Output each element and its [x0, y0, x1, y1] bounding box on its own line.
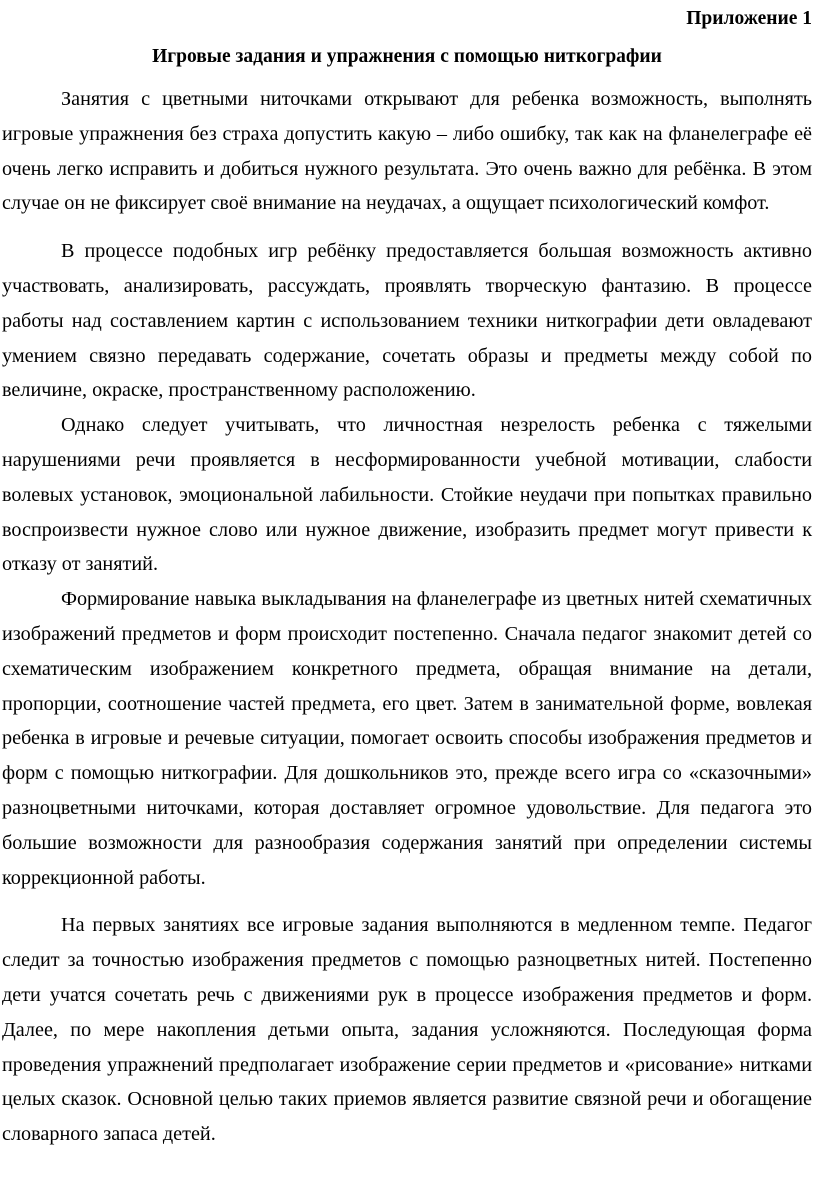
paragraph-5: На первых занятиях все игровые задания выполняются в медленном темпе. Педагог следит за точностью изображения предметов с помощью разноцветных нитей. Постепенно дети учатся сочетать речь с движениями рук в процессе изображения предметов и форм. Далее, по мере накопления детьми опыта, задания усложняются. Последующая форма проведения упражнений предполагает изображение серии предметов и «рисование» нитками целых сказок. Основной целью таких приемов является развитие связной речи и обогащение словарного запаса детей.	[2, 914, 812, 1146]
paragraph-1: Занятия с цветными ниточками открывают для ребенка возможность, выполнять игровые упражнения без страха допустить какую – либо ошибку, так как на фланелеграфе её очень легко исправить и добиться нужного результата. Это очень важно для ребёнка. В этом случае он не фиксирует своё внимание на неудачах, а ощущает психологический комфот.	[2, 88, 812, 215]
paragraph-2: В процессе подобных игр ребёнку предоставляется большая возможность активно участвовать, анализировать, рассуждать, проявлять творческую фантазию. В процессе работы над составлением картин с использованием техники ниткографии дети овладевают умением связно передавать содержание, сочетать образы и предметы между собой по величине, окраске, пространственному расположению.	[2, 240, 812, 402]
paragraph-4: Формирование навыка выкладывания на фланелеграфе из цветных нитей схематичных изображений предметов и форм происходит постепенно. Сначала педагог знакомит детей со схематическим изображением конкретного предмета, обращая внимание на детали, пропорции, соотношение частей предмета, его цвет. Затем в занимательной форме, вовлекая ребенка в игровые и речевые ситуации, помогает освоить способы изображения предметов и форм с помощью ниткографии. Для дошкольников это, прежде всего игра со «сказочными» разноцветными ниточками, которая доставляет огромное удовольствие. Для педагога это большие возможности для разнообразия содержания занятий при определении системы коррекционной работы.	[2, 588, 812, 889]
appendix-label: Приложение 1	[686, 8, 812, 29]
document-title: Игровые задания и упражнения с помощью ниткографии	[152, 46, 662, 67]
paragraph-3: Однако следует учитывать, что личностная незрелость ребенка с тяжелыми нарушениями речи проявляется в несформированности учебной мотивации, слабости волевых установок, эмоциональной лабильности. Стойкие неудачи при попытках правильно воспроизвести нужное слово или нужное движение, изобразить предмет могут привести к отказу от занятий.	[2, 414, 812, 576]
